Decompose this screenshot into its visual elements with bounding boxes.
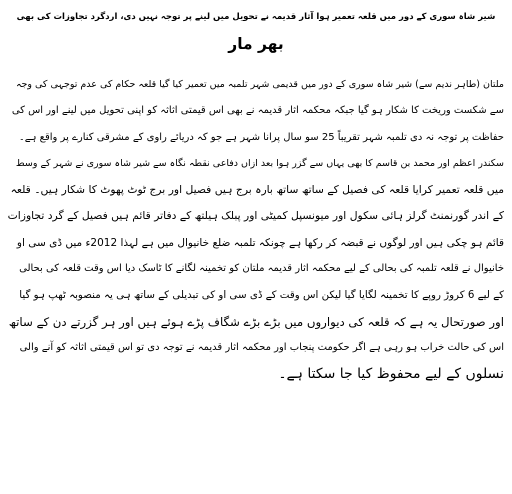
article-line: حفاظت پر توجہ نہ دی تلمبہ شہر تقریباً 25 سو سال پرانا شہر ہے جو کہ دریائے راوی کے مشرقی کنارے پر واقع ہے۔: [18, 131, 504, 143]
article-body: [8, 72, 504, 388]
article-line: کے اندر گورنمنٹ گرلز ہائی سکول اور میونسپل کمیٹی اور پبلک ہیلتھ کے دفاتر قائم ہیں فصیل کے گرد تجاوزات: [8, 209, 504, 223]
article-line: سکندر اعظم اور محمد بن قاسم کا بھی یہاں سے گزر ہوا بعد ازاں دفاعی نقطہ نگاہ سے شیر شاہ سوری نے شہر کے وسط: [15, 157, 504, 169]
article-line: اور صورتحال یہ ہے کہ قلعہ کی دیواروں میں بڑے بڑے شگاف پڑے ہوئے ہیں اور ہر گزرتے دن کے ساتھ: [8, 314, 504, 329]
article-line: سے شکست وریخت کا شکار ہو گیا جبکہ محکمہ اثار قدیمہ نے بھی اس قیمتی اثاثہ کو اپنی تحویل میں لینے اور اس کی: [11, 105, 504, 117]
headline: [8, 4, 504, 58]
article-line: میں قلعہ تعمیر کرایا قلعہ کی فصیل کے ساتھ ساتھ بارہ برج ہیں فصیل اور برج ٹوٹ پھوٹ کا شکار ہیں۔ قلعہ: [10, 183, 504, 197]
article-line: ملتان (طاہر ندیم سے) شیر شاہ سوری کے دور میں قدیمی شہر تلمبہ میں تعمیر کیا گیا قلعہ حکام کی عدم توجہی کی وجہ: [15, 79, 504, 90]
headline-line-1: شیر شاہ سوری کے دور میں قلعہ تعمیر ہوا آثار قدیمہ نے تحویل میں لینے پر توجہ نہیں دی، اردگرد تجاوزات کی بھی: [16, 12, 496, 22]
article-line: اس کی حالت خراب ہو رہی ہے اگر حکومت پنجاب اور محکمہ اثار قدیمہ نے توجہ دی تو اس قیمتی اثاثہ کو آنے والی: [19, 341, 504, 353]
article-line: قائم ہو چکی ہیں اور لوگوں نے قبضہ کر رکھا ہے چونکہ تلمبہ ضلع خانیوال میں ہے لہذا 2012ء میں ڈی سی او: [16, 236, 504, 249]
headline-line-2: بھر مار: [228, 35, 284, 53]
article-line: کے لیے 6 کروڑ روپے کا تخمینہ لگایا گیا لیکن اس وقت کے ڈی سی او کی تبدیلی کے ساتھ ہی یہ منصوبہ ٹھپ ہو گیا: [19, 289, 504, 302]
article-line: خانیوال نے قلعہ تلمبہ کی بحالی کے لیے محکمہ اثار قدیمہ ملتان کو تخمینہ لگانے کا ٹاسک دیا اس وقت قلعہ کی بحالی: [19, 263, 504, 275]
article-line: نسلوں کے لیے محفوظ کیا جا سکتا ہے۔: [278, 366, 504, 383]
